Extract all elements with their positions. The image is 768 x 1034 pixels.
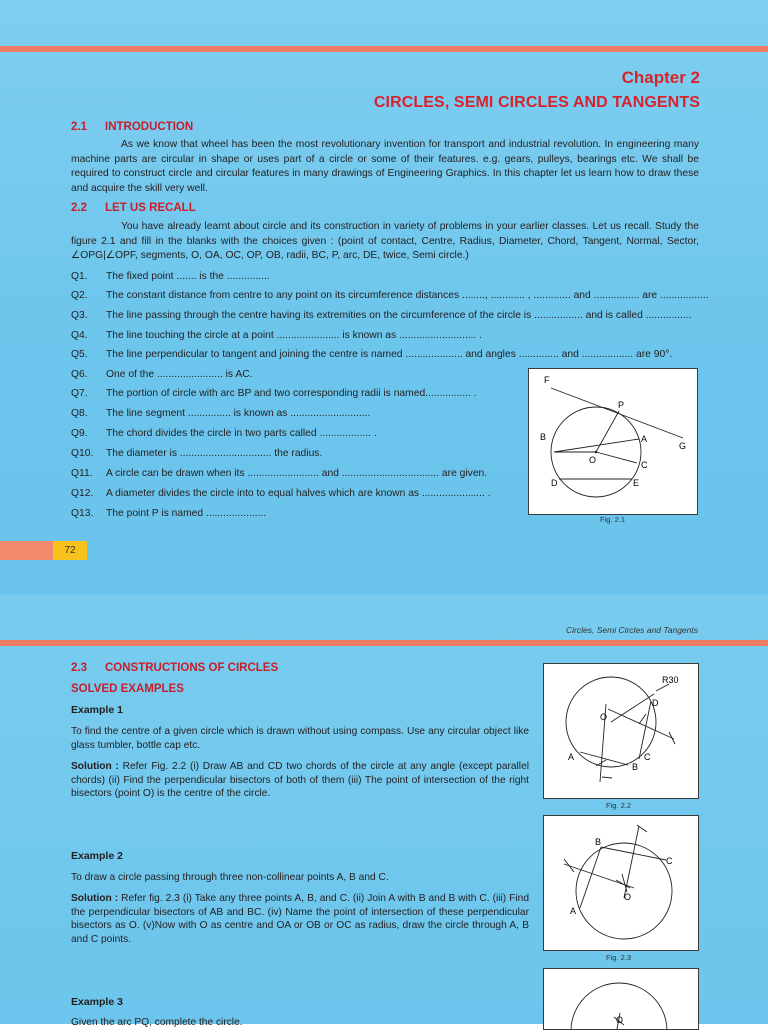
fig-2-3-drawing	[544, 816, 698, 950]
label-C: C	[644, 752, 651, 762]
solution-text: Refer fig. 2.3 (i) Take any three points A, B, and C. (ii) Join A with B and B with C. (iii) Find the perpendicular bisectors of AB and BC. (iv) Name the point of intersection of these perpendicular bisectors as O. (v)Now with O as centre and OA or OB or OC as radius, draw the circle through A, B and C points.	[71, 893, 529, 945]
example-3-text: Given the arc PQ, complete the circle.	[71, 1017, 243, 1028]
label-P: P	[618, 400, 625, 410]
chapter-title: CIRCLES, SEMI CIRCLES AND TANGENTS	[373, 94, 700, 111]
section-number: 2.3	[71, 662, 87, 674]
fig-2-1-caption: Fig. 2.1	[600, 515, 626, 524]
section-title: INTRODUCTION	[105, 121, 194, 133]
label-C: C	[666, 856, 673, 866]
figure-2-2	[543, 663, 699, 799]
solved-examples-heading: SOLVED EXAMPLES	[71, 683, 184, 695]
header-orange-rule	[0, 640, 768, 646]
intro-text: As we know that wheel has been the most revolutionary invention for transport and industrial revolution. In engineering many machine parts are circular in shape or uses part of a circle or some of their features. e.g. gears, pulleys, bearings etc. We shall be required to construct circle and circular features in many drawings of Engineering Graphics. In this chapter let us learn how to draw these and acquire the skill very well.	[71, 139, 699, 194]
question-7: Q7. The portion of circle with arc BP and two corresponding radii is named................ .	[71, 388, 477, 399]
question-4: Q4. The line touching the circle at a point ...................... is known as ........................... .	[71, 330, 482, 341]
section-title: LET US RECALL	[105, 202, 196, 214]
label-D: D	[551, 478, 558, 488]
fig-2-2-drawing	[544, 664, 698, 798]
section-2-3-heading	[71, 662, 278, 674]
label-F: F	[544, 375, 550, 385]
question-13: Q13. The point P is named .....................	[71, 508, 267, 519]
example-1-title: Example 1	[71, 704, 123, 716]
question-11: Q11. A circle can be drawn when its ......................... and .................................. are given.	[71, 468, 488, 479]
question-10: Q10. The diameter is ................................ the radius.	[71, 448, 323, 459]
fig-2-3-caption: Fig. 2.3	[606, 953, 632, 962]
figure-2-3	[543, 815, 699, 951]
page-number-strip	[0, 541, 53, 560]
label-O: O	[616, 1015, 624, 1025]
question-5: Q5. The line perpendicular to tangent and joining the centre is named .................... and angles .............. and .................. are 90°.	[71, 349, 673, 360]
label-G: G	[679, 441, 687, 451]
recall-text: You have already learnt about circle and its construction in variety of problems in your earlier classes. Let us recall. Study the figure 2.1 and fill in the blanks with the choices given : (point of contact, Centre, Radius, Diameter, Chord, Tangent, Normal, Sector, ∠OPG|∠OPF, segments, O, OA, OC, OP, OB, radii, BC, P, arc, DE, twice, Semi circle.)	[71, 221, 699, 261]
label-C: C	[641, 460, 648, 470]
question-3: Q3. The line passing through the centre having its extremities on the circumference of the circle is ................. and is called ................	[71, 310, 692, 321]
question-6: Q6. One of the ....................... is AC.	[71, 369, 253, 380]
solution-text: Refer Fig. 2.2 (i) Draw AB and CD two chords of the circle at any angle (except parallel chords) (ii) Find the perpendicular bisectors of both of them (iii) The point of intersection of the right bisectors (point O) is the centre of the circle.	[71, 761, 529, 800]
example-3-title: Example 3	[71, 996, 123, 1008]
figure-2-4	[543, 968, 699, 1030]
label-O: O	[589, 455, 597, 465]
label-A: A	[641, 434, 648, 444]
example-2-text: To draw a circle passing through three non-collinear points A, B and C.	[71, 872, 389, 883]
label-E: E	[633, 478, 640, 488]
label-A: A	[570, 906, 577, 916]
question-12: Q12. A diameter divides the circle into to equal halves which are known as ...................... .	[71, 488, 491, 499]
fig-2-2-caption: Fig. 2.2	[606, 801, 632, 810]
section-title: CONSTRUCTIONS OF CIRCLES	[105, 662, 279, 674]
example-1-text: To find the centre of a given circle which is drawn without using compass. Use any circular object like glass tumbler, bottle cap etc.	[71, 726, 529, 751]
solution-label: Solution :	[71, 893, 119, 904]
label-O: O	[600, 712, 608, 722]
question-1: Q1. The fixed point ....... is the ...............	[71, 271, 270, 282]
fig-2-4-drawing	[544, 969, 698, 1029]
section-number: 2.1	[71, 121, 87, 133]
chapter-number: Chapter 2	[621, 68, 700, 87]
question-9: Q9. The chord divides the circle in two parts called .................. .	[71, 428, 377, 439]
top-orange-rule	[0, 46, 768, 52]
figure-2-1	[528, 368, 698, 515]
example-2-solution	[71, 892, 529, 946]
running-head: Circles, Semi Circles and Tangents	[566, 625, 698, 635]
example-1-solution	[71, 760, 529, 801]
solution-label: Solution :	[71, 761, 119, 772]
label-R30: R30	[662, 675, 679, 685]
section-number: 2.2	[71, 202, 87, 214]
fig-2-1-drawing	[529, 369, 697, 514]
label-B: B	[632, 762, 639, 772]
section-2-1-heading	[71, 121, 193, 133]
label-D: D	[652, 698, 659, 708]
section-2-2-heading	[71, 202, 196, 214]
recall-paragraph	[71, 220, 699, 264]
question-2: Q2. The constant distance from centre to any point on its circumference distances ........, ............ , ............. and ................ are .................	[71, 290, 709, 301]
question-8: Q8. The line segment ............... is known as ............................	[71, 408, 371, 419]
example-2-title: Example 2	[71, 850, 123, 862]
intro-paragraph	[71, 138, 699, 196]
label-O: O	[624, 892, 632, 902]
label-B: B	[595, 837, 602, 847]
page-73	[0, 595, 768, 1024]
label-A: A	[568, 752, 575, 762]
label-B: B	[540, 432, 547, 442]
page-number: 72	[53, 541, 87, 560]
